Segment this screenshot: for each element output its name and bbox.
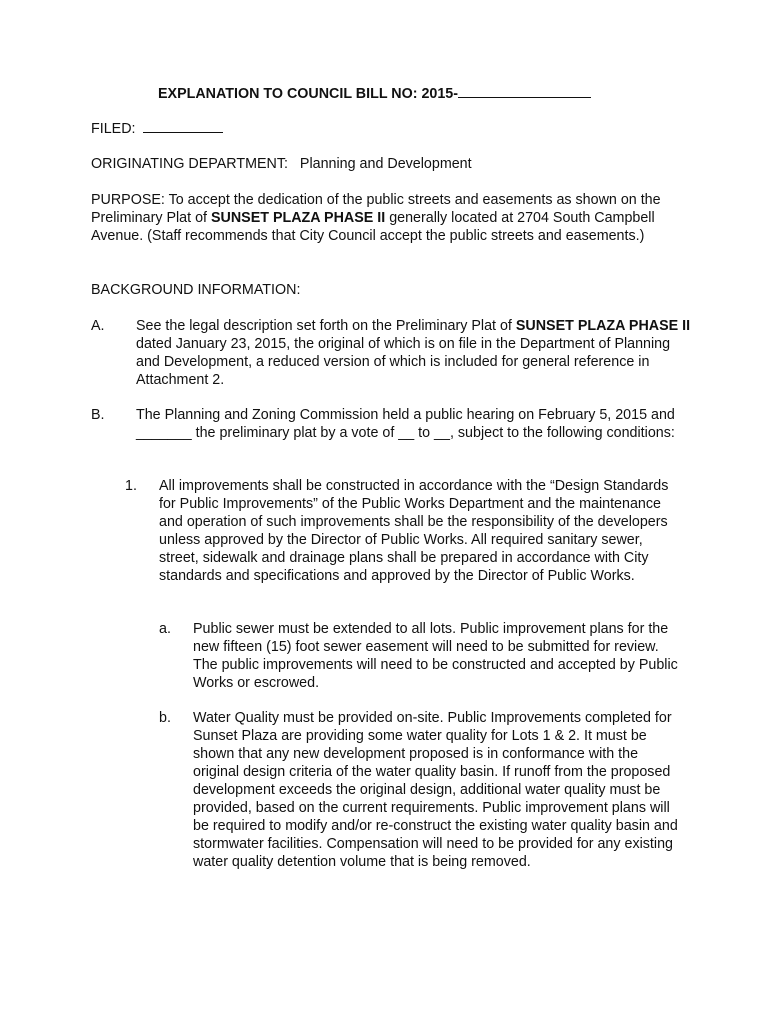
purpose-project-name: SUNSET PLAZA PHASE II: [210, 210, 386, 226]
background-heading: BACKGROUND INFORMATION:: [91, 282, 301, 298]
originating-value: Planning and Development: [299, 156, 472, 172]
condition-text: All improvements shall be constructed in accordance with the “Design Standards for Public Improvements” of the Public Works Department and the maintenance and operation of such improvements shall be the responsibility of the developers unless approved by the Director of Public Works. All required sanitary sewer, street, sidewalk and drainage plans shall be prepared in accordance with City standards and specifications and approved by the Director of Public Works.: [159, 478, 669, 584]
filed-line: [91, 120, 691, 138]
list-marker: A.: [91, 318, 105, 334]
item-a-text-2: dated January 23, 2015, the original of which is on file in the Department of Planning and Development, a reduced version of which is included for general reference in Attachment 2.: [136, 336, 671, 388]
page-title: [158, 85, 591, 103]
title-text: EXPLANATION TO COUNCIL BILL NO: 2015-: [158, 86, 459, 102]
condition-text: Water Quality must be provided on-site. Public Improvements completed for Sunset Plaza are providing some water quality for Lots 1 & 2. It must be shown that any new development proposed is in conformance with the original design criteria of the water quality basin. If runoff from the proposed development exceeds the original design, additional water quality must be provided, based on the current requirements. Public improvement plans will be required to modify and/or re-construct the existing water quality basin and stormwater facilities. Compensation will need to be provided for any existing water quality detention volume that is being removed.: [193, 710, 678, 870]
list-item-text: The Planning and Zoning Commission held a public hearing on February 5, 2015 and _______ the preliminary plat by a vote of __ to __, subject to the following conditions:: [136, 407, 675, 441]
bill-number-blank: [458, 85, 591, 98]
purpose-text-1: PURPOSE: To accept the dedication of the public streets and easements as shown on the Preliminary Plat of: [91, 192, 661, 226]
list-item-text: [136, 317, 696, 389]
purpose-paragraph: [91, 191, 691, 245]
list-marker: b.: [159, 710, 171, 726]
list-marker: 1.: [125, 478, 137, 494]
originating-department: [91, 155, 691, 173]
list-marker: B.: [91, 407, 105, 423]
originating-label: ORIGINATING DEPARTMENT:: [91, 156, 288, 172]
condition-text: Public sewer must be extended to all lots. Public improvement plans for the new fifteen (15) foot sewer easement will need to be submitted for review. The public improvements will need to be constructed and accepted by Public Works or escrowed.: [193, 621, 678, 691]
purpose-text-2: generally located at 2704 South Campbell Avenue. (Staff recommends that City Council accept the public streets and easements.): [91, 210, 655, 244]
list-marker: a.: [159, 621, 171, 637]
item-a-project-name: SUNSET PLAZA PHASE II: [515, 318, 691, 334]
filed-blank: [143, 120, 223, 133]
item-a-text-1: See the legal description set forth on the Preliminary Plat of: [136, 318, 516, 334]
filed-label: FILED:: [91, 121, 136, 137]
